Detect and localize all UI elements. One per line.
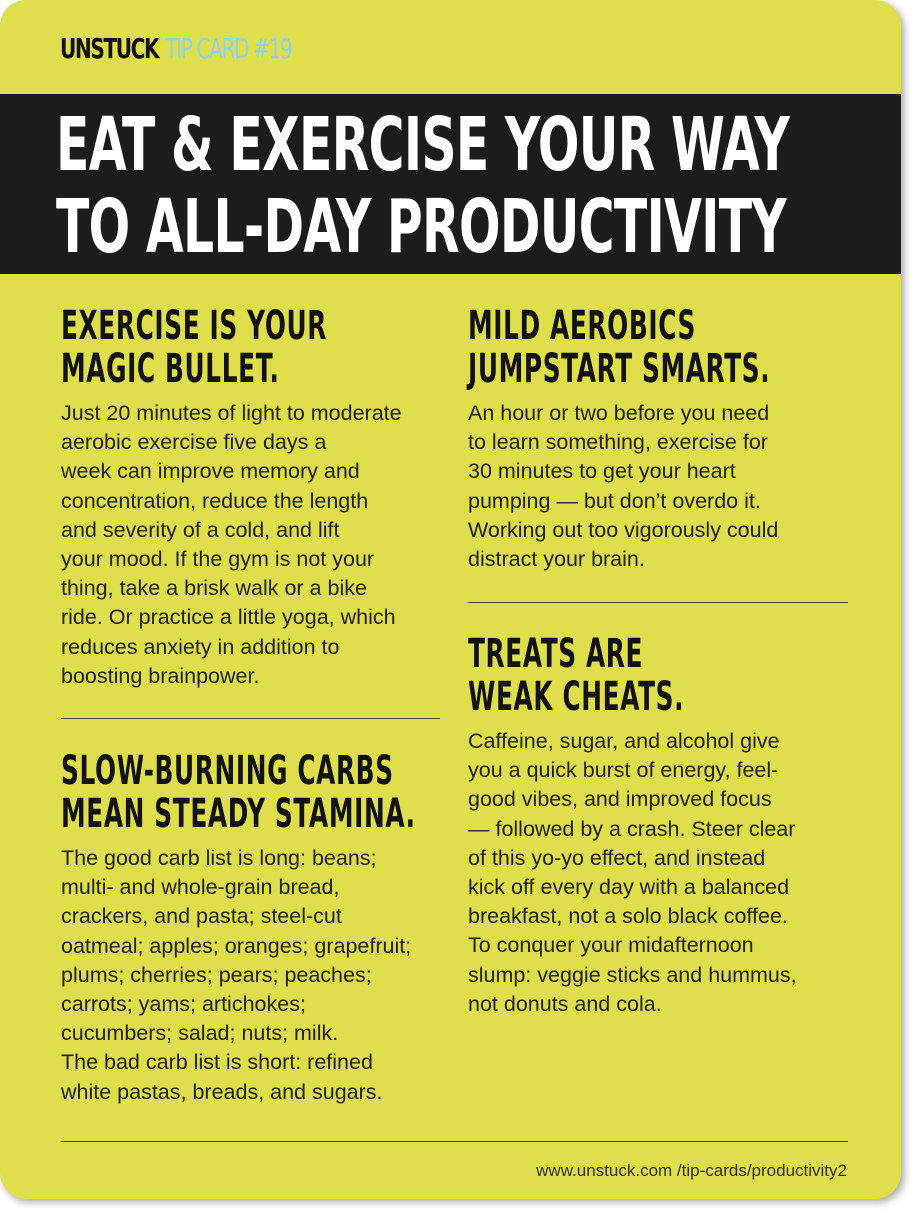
card-title-line: EAT & EXERCISE YOUR WAY <box>56 102 790 188</box>
title-banner <box>0 94 901 274</box>
body-line: boosting brainpower. <box>61 663 260 688</box>
body-line: Working out too vigorously could <box>468 517 779 542</box>
section-body <box>468 399 848 574</box>
heading-line: TREATS ARE <box>468 631 644 677</box>
body-line: concentration, reduce the length <box>61 488 369 513</box>
body-line: 30 minutes to get your heart <box>468 459 736 484</box>
body-line: you a quick burst of energy, feel- <box>468 758 779 783</box>
body-line: aerobic exercise five days a <box>61 430 327 455</box>
tip-card-number: TIP CARD #19 <box>165 32 292 65</box>
divider <box>61 718 440 719</box>
section-heading <box>61 748 416 837</box>
body-line: oatmeal; apples; oranges; grapefruit; <box>61 933 412 958</box>
heading-line: MAGIC BULLET. <box>61 346 280 392</box>
section-body <box>61 399 441 691</box>
section-heading <box>61 303 327 392</box>
heading-line: WEAK CHEATS. <box>468 674 685 720</box>
body-line: white pastas, breads, and sugars. <box>61 1079 383 1104</box>
section-treats <box>468 633 848 1019</box>
heading-line: JUMPSTART SMARTS. <box>468 346 771 392</box>
footer-url: www.unstuck.com /tip-cards/productivity2 <box>536 1161 847 1180</box>
card-title <box>56 104 789 268</box>
body-line: To conquer your midafternoon <box>468 933 754 958</box>
section-carbs <box>61 750 441 1107</box>
body-line: of this yo-yo effect, and instead <box>468 845 766 870</box>
body-line: week can improve memory and <box>61 459 360 484</box>
body-line: ride. Or practice a little yoga, which <box>61 605 396 630</box>
body-line: Caffeine, sugar, and alcohol give <box>468 729 780 753</box>
section-aerobics <box>468 305 848 574</box>
body-line: not donuts and cola. <box>468 991 662 1016</box>
heading-line: EXERCISE IS YOUR <box>61 303 327 349</box>
body-line: multi- and whole-grain bread, <box>61 875 340 900</box>
body-line: to learn something, exercise for <box>468 430 768 455</box>
brand-logo: UNSTUCK <box>60 32 159 65</box>
section-heading <box>468 633 704 719</box>
body-line: kick off every day with a balanced <box>468 875 790 900</box>
body-line: An hour or two before you need <box>468 401 770 425</box>
body-line: crackers, and pasta; steel-cut <box>61 904 342 929</box>
divider <box>468 602 848 603</box>
body-line: Just 20 minutes of light to moderate <box>61 401 402 425</box>
body-line: pumping — but don’t overdo it. <box>468 488 761 513</box>
footer-divider <box>61 1141 848 1142</box>
section-body <box>468 727 848 1019</box>
body-line: good vibes, and improved focus <box>468 787 772 812</box>
body-line: The bad carb list is short: refined <box>61 1050 373 1075</box>
body-line: cucumbers; salad; nuts; milk. <box>61 1021 339 1046</box>
section-heading <box>468 303 771 392</box>
body-line: reduces anxiety in addition to <box>61 634 340 659</box>
body-line: your mood. If the gym is not your <box>61 547 375 572</box>
card-header <box>60 32 291 65</box>
body-line: thing, take a brisk walk or a bike <box>61 576 367 601</box>
section-exercise <box>61 305 441 691</box>
heading-line: SLOW-BURNING CARBS <box>61 748 394 794</box>
section-body <box>61 844 441 1107</box>
body-line: The good carb list is long: beans; <box>61 846 377 870</box>
body-line: slump: veggie sticks and hummus, <box>468 962 797 987</box>
body-line: — followed by a crash. Steer clear <box>468 816 796 841</box>
heading-line: MEAN STEADY STAMINA. <box>61 791 416 837</box>
card-title-line: TO ALL-DAY PRODUCTIVITY <box>56 184 787 270</box>
heading-line: MILD AEROBICS <box>468 303 696 349</box>
body-line: and severity of a cold, and lift <box>61 517 340 542</box>
body-line: plums; cherries; pears; peaches; <box>61 962 372 987</box>
body-line: distract your brain. <box>468 547 645 572</box>
body-line: breakfast, not a solo black coffee. <box>468 904 788 929</box>
body-line: carrots; yams; artichokes; <box>61 992 306 1017</box>
